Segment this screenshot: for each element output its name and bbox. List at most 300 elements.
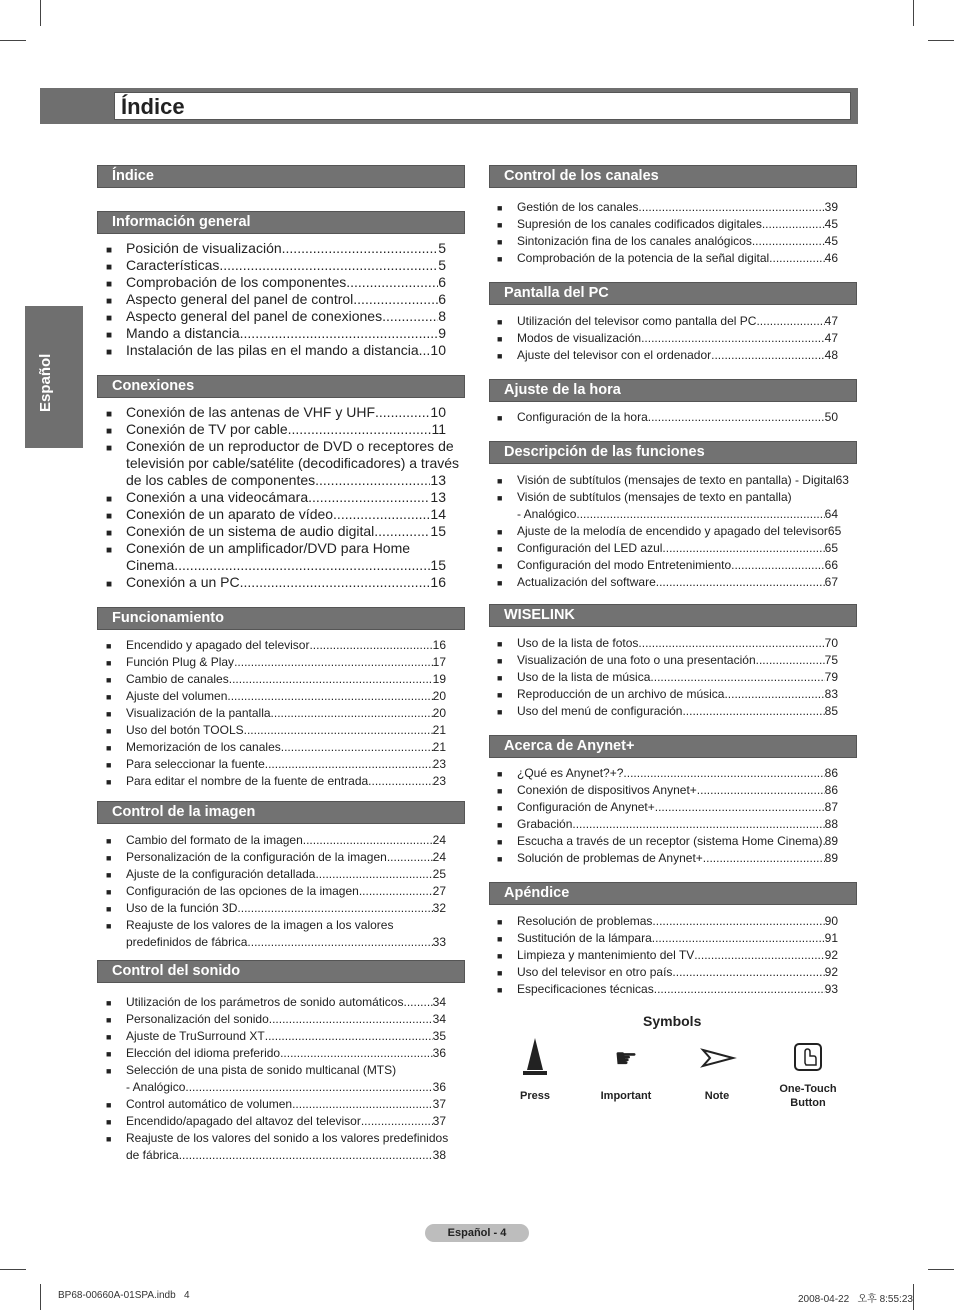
bullet-marker: ■	[106, 675, 112, 685]
toc-entry-row	[126, 849, 446, 866]
toc-entry-row	[126, 934, 446, 951]
toc-entry-title: Encendido y apagado del televisor	[126, 638, 310, 652]
toc-entry-row	[517, 635, 838, 652]
toc-entry[interactable]	[106, 1028, 446, 1045]
bullet-marker: ■	[106, 1117, 112, 1127]
bullet-marker: ■	[497, 476, 503, 486]
dot-leader	[724, 686, 824, 703]
dot-leader	[353, 291, 438, 308]
toc-entry-row	[126, 773, 446, 790]
dot-leader	[179, 1147, 433, 1164]
bullet-marker: ■	[497, 985, 503, 995]
toc-entry[interactable]	[497, 782, 838, 799]
dot-leader	[694, 947, 824, 964]
toc-entry-title: Uso de la función 3D	[126, 901, 238, 915]
section-header: Control de los canales	[489, 165, 857, 188]
bullet-marker: ■	[106, 262, 113, 273]
toc-entry-title: Visualización de la pantalla	[126, 706, 271, 720]
toc-entry[interactable]	[106, 849, 446, 866]
toc-entry-row	[517, 799, 838, 816]
toc-page-number: 92	[824, 965, 838, 979]
crop-mark	[40, 0, 41, 26]
toc-entry[interactable]	[106, 722, 446, 739]
bullet-marker: ■	[497, 968, 503, 978]
dot-leader	[387, 849, 433, 866]
dot-leader	[308, 489, 430, 506]
toc-page-number: 16	[432, 638, 446, 652]
press-icon	[495, 1036, 575, 1083]
toc-page-number: 37	[432, 1114, 446, 1128]
section-list	[106, 404, 460, 591]
toc-page-number: 8	[438, 308, 446, 324]
toc-entry-title: Grabación	[517, 817, 573, 831]
toc-entry[interactable]	[106, 671, 446, 688]
toc-entry[interactable]	[497, 233, 838, 250]
toc-entry-row	[126, 705, 446, 722]
toc-entry-row	[126, 756, 446, 773]
bullet-marker: ■	[106, 709, 112, 719]
toc-entry[interactable]	[497, 833, 838, 850]
bullet-marker: ■	[497, 803, 503, 813]
language-label: Español	[37, 353, 54, 412]
toc-page-number: 14	[430, 506, 446, 522]
toc-entry-text-line: televisión por cable/satélite (decodificadores) a través	[126, 455, 460, 471]
toc-entry[interactable]	[497, 765, 838, 782]
toc-page-number: 9	[438, 325, 446, 341]
toc-entry[interactable]	[497, 330, 838, 347]
toc-page-number: 91	[824, 931, 838, 945]
toc-page-number: 47	[824, 314, 838, 328]
page-number-pill: Español - 4	[425, 1224, 529, 1242]
toc-entry-row	[517, 669, 838, 686]
toc-entry[interactable]	[497, 472, 849, 489]
toc-entry-row	[126, 654, 446, 671]
toc-entry-row	[126, 489, 446, 506]
toc-page-number: 27	[432, 884, 446, 898]
toc-page-number: 20	[432, 706, 446, 720]
toc-entry[interactable]	[497, 216, 838, 233]
toc-page-number: 83	[824, 687, 838, 701]
bullet-marker: ■	[106, 760, 112, 770]
toc-entry[interactable]	[106, 404, 446, 421]
toc-entry-title: Características	[126, 257, 220, 273]
dot-leader	[652, 913, 824, 930]
bullet-marker: ■	[106, 1066, 112, 1076]
dot-leader	[769, 250, 824, 267]
toc-entry[interactable]	[497, 635, 838, 652]
toc-entry-title: Configuración de Anynet+	[517, 800, 655, 814]
toc-entry[interactable]	[497, 981, 838, 998]
toc-entry[interactable]	[106, 489, 446, 506]
section-list	[497, 635, 838, 720]
toc-entry[interactable]	[497, 523, 842, 540]
toc-entry-row	[126, 404, 446, 421]
toc-entry-text-line: Reajuste de los valores del sonido a los valores predefinidos	[126, 1131, 449, 1145]
dot-leader	[265, 1028, 433, 1045]
toc-entry[interactable]	[106, 325, 446, 342]
bullet-marker: ■	[497, 951, 503, 961]
dot-leader	[576, 506, 824, 523]
toc-page-number: 75	[824, 653, 838, 667]
toc-entry[interactable]	[497, 199, 838, 216]
toc-entry-title: Comprobación de la potencia de la señal digital	[517, 251, 770, 265]
dot-leader	[638, 199, 824, 216]
bullet-marker: ■	[106, 296, 113, 307]
bullet-marker: ■	[106, 998, 112, 1008]
toc-entry[interactable]	[497, 313, 838, 330]
toc-entry-row	[126, 274, 446, 291]
toc-entry-row	[126, 472, 446, 489]
toc-entry-row	[126, 523, 446, 540]
toc-page-number: 33	[432, 935, 446, 949]
bullet-marker: ■	[497, 707, 503, 717]
toc-page-number: 50	[824, 410, 838, 424]
toc-entry[interactable]	[106, 900, 446, 917]
toc-page-number: 45	[824, 234, 838, 248]
toc-entry-row	[517, 313, 838, 330]
toc-page-number: 65	[824, 541, 838, 555]
bullet-marker: ■	[497, 656, 503, 666]
toc-page-number: 16	[430, 574, 446, 590]
bullet-marker: ■	[497, 639, 503, 649]
toc-entry-row	[126, 832, 446, 849]
toc-entry-row	[126, 900, 446, 917]
section-header: WISELINK	[489, 604, 857, 627]
toc-entry[interactable]	[497, 540, 838, 557]
toc-entry-title: Conexión de dispositivos Anynet+	[517, 783, 697, 797]
section-list	[497, 913, 838, 998]
toc-entry-title: Uso del botón TOOLS	[126, 723, 244, 737]
toc-entry-row	[517, 557, 838, 574]
toc-entry[interactable]	[106, 421, 446, 438]
bullet-marker: ■	[106, 443, 113, 454]
toc-entry-row	[126, 308, 446, 325]
toc-entry[interactable]	[106, 1045, 446, 1062]
toc-page-number: 38	[432, 1148, 446, 1162]
toc-page-number: 36	[432, 1080, 446, 1094]
section-list	[497, 765, 838, 867]
toc-entry[interactable]	[106, 688, 446, 705]
bullet-marker: ■	[106, 579, 113, 590]
toc-entry-title: Cambio de canales	[126, 672, 229, 686]
toc-entry[interactable]	[106, 257, 446, 274]
toc-entry[interactable]	[497, 850, 838, 867]
section-list	[497, 313, 838, 364]
toc-entry-row	[517, 523, 842, 540]
toc-entry[interactable]	[106, 756, 446, 773]
section-header: Funcionamiento	[97, 607, 465, 630]
toc-entry[interactable]	[106, 866, 446, 883]
toc-entry-title: Configuración de la hora	[517, 410, 648, 424]
bullet-marker: ■	[497, 690, 503, 700]
toc-entry-title: Resolución de problemas	[517, 914, 653, 928]
toc-entry[interactable]	[106, 705, 446, 722]
dot-leader	[662, 540, 824, 557]
toc-entry-title: Supresión de los canales codificados digitales	[517, 217, 762, 231]
toc-entry-row	[126, 671, 446, 688]
toc-entry-title: predefinidos de fábrica	[126, 935, 248, 949]
bullet-marker: ■	[106, 658, 112, 668]
toc-entry[interactable]	[106, 506, 446, 523]
toc-entry-title: Escucha a través de un receptor (sistema Home Cinema)	[517, 834, 823, 848]
section-list	[106, 832, 446, 951]
toc-entry-title: Conexión de TV por cable	[126, 421, 288, 437]
bullet-marker: ■	[106, 545, 113, 556]
toc-entry-title: Personalización del sonido	[126, 1012, 269, 1026]
dot-leader	[303, 832, 433, 849]
toc-entry[interactable]	[497, 947, 838, 964]
toc-entry-row	[517, 833, 838, 850]
toc-entry-title: Utilización del televisor como pantalla del PC	[517, 314, 757, 328]
toc-entry-row	[126, 1028, 446, 1045]
bullet-marker: ■	[106, 904, 112, 914]
toc-entry-row	[517, 330, 838, 347]
title-box	[114, 92, 851, 120]
toc-page-number: 15	[430, 557, 446, 573]
toc-entry[interactable]	[497, 669, 838, 686]
bullet-marker: ■	[497, 203, 503, 213]
toc-entry[interactable]	[106, 1011, 446, 1028]
toc-entry-title: Gestión de los canales	[517, 200, 639, 214]
dot-leader	[648, 409, 825, 426]
toc-page-number: 48	[824, 348, 838, 362]
toc-entry-title: Conexión de un aparato de vídeo	[126, 506, 334, 522]
toc-entry[interactable]	[106, 739, 446, 756]
toc-entry[interactable]	[106, 438, 460, 489]
dot-leader	[652, 930, 825, 947]
dot-leader	[572, 816, 824, 833]
toc-entry[interactable]	[106, 240, 446, 257]
toc-entry-row	[517, 472, 849, 489]
bullet-marker: ■	[497, 769, 503, 779]
print-timestamp: 2008-04-22 오후 8:55:23	[798, 1294, 913, 1305]
dot-leader	[697, 782, 825, 799]
toc-page-number: 6	[438, 274, 446, 290]
section-header: Acerca de Anynet+	[489, 735, 857, 758]
toc-entry[interactable]	[106, 1130, 449, 1164]
file-name: BP68-00660A-01SPA.indb 4	[58, 1290, 190, 1301]
toc-entry[interactable]	[106, 773, 446, 790]
toc-entry[interactable]	[106, 274, 446, 291]
toc-entry-text-line: Visión de subtítulos (mensajes de texto en pantalla)	[517, 490, 792, 504]
bullet-marker: ■	[497, 527, 503, 537]
toc-page-number: 5	[438, 257, 446, 273]
toc-entry-title: Elección del idioma preferido	[126, 1046, 281, 1060]
toc-entry[interactable]	[106, 994, 446, 1011]
toc-page-number: 70	[824, 636, 838, 650]
toc-entry[interactable]	[106, 574, 446, 591]
dot-leader	[655, 799, 825, 816]
toc-entry[interactable]	[497, 574, 838, 591]
toc-entry[interactable]	[106, 654, 446, 671]
toc-entry[interactable]	[106, 917, 446, 951]
dot-leader	[265, 756, 433, 773]
toc-entry-text-line: Conexión de un reproductor de DVD o receptores de	[126, 438, 454, 454]
toc-page-number: 32	[432, 901, 446, 915]
dot-leader	[623, 765, 824, 782]
toc-page-number: 67	[824, 575, 838, 589]
toc-page-number: 63	[835, 473, 849, 487]
bullet-marker: ■	[497, 413, 503, 423]
toc-entry-text-line: Reajuste de los valores de la imagen a los valores	[126, 918, 394, 932]
language-side-tab	[25, 306, 83, 448]
toc-entry-row	[517, 964, 838, 981]
bullet-marker: ■	[497, 820, 503, 830]
dot-leader	[682, 703, 824, 720]
bullet-marker: ■	[497, 334, 503, 344]
toc-page-number: 45	[824, 217, 838, 231]
toc-entry[interactable]	[106, 523, 446, 540]
toc-entry-title: Solución de problemas de Anynet+	[517, 851, 703, 865]
dot-leader	[315, 866, 432, 883]
toc-entry-title: Instalación de las pilas en el mando a distancia	[126, 342, 419, 358]
toc-page-number: 23	[432, 774, 446, 788]
toc-entry-row	[517, 347, 838, 364]
bullet-marker: ■	[106, 279, 113, 290]
bullet-marker: ■	[497, 837, 503, 847]
toc-entry[interactable]	[497, 930, 838, 947]
dot-leader	[752, 233, 825, 250]
toc-page-number: 13	[430, 472, 446, 488]
toc-entry[interactable]	[497, 964, 838, 981]
dot-leader	[229, 671, 433, 688]
toc-entry[interactable]	[497, 686, 838, 703]
toc-entry[interactable]	[497, 557, 838, 574]
dot-leader	[403, 994, 432, 1011]
toc-entry-row	[126, 883, 446, 900]
toc-entry-title: Memorización de los canales	[126, 740, 281, 754]
dot-leader	[288, 421, 432, 438]
section-header: Control del sonido	[97, 960, 465, 983]
toc-entry-title: Para seleccionar la fuente	[126, 757, 265, 771]
toc-entry-title: Utilización de los parámetros de sonido automáticos	[126, 995, 404, 1009]
toc-page-number: 6	[438, 291, 446, 307]
toc-entry[interactable]	[106, 540, 446, 574]
dot-leader	[375, 404, 430, 421]
toc-entry-title: Sustitución de la lámpara	[517, 931, 652, 945]
press-label: Press	[520, 1090, 550, 1102]
toc-entry-title: Conexión de un sistema de audio digital	[126, 523, 375, 539]
dot-leader	[282, 240, 439, 257]
toc-entry-title: Modos de visualización	[517, 331, 642, 345]
toc-page-number: 17	[432, 655, 446, 669]
toc-entry-row	[517, 506, 838, 523]
toc-entry[interactable]	[106, 1062, 446, 1096]
toc-page-number: 87	[824, 800, 838, 814]
bullet-marker: ■	[106, 743, 112, 753]
toc-entry-title: Uso del menú de configuración	[517, 704, 683, 718]
toc-entry[interactable]	[106, 308, 446, 325]
dot-leader	[762, 216, 825, 233]
toc-page-number: 21	[432, 740, 446, 754]
toc-entry-title: Aspecto general del panel de control	[126, 291, 354, 307]
toc-entry[interactable]	[106, 637, 446, 654]
toc-entry-title: Ajuste del televisor con el ordenador	[517, 348, 712, 362]
toc-entry-row	[517, 574, 838, 591]
toc-entry-title: Sintonización fina de los canales analógicos	[517, 234, 752, 248]
one-touch-button-label: One-Touch Button	[779, 1083, 837, 1109]
toc-page-number: 10	[430, 404, 446, 420]
toc-entry-row	[517, 782, 838, 799]
toc-entry-row	[126, 325, 446, 342]
bullet-marker: ■	[106, 836, 112, 846]
toc-entry[interactable]	[106, 342, 446, 359]
toc-entry[interactable]	[106, 1096, 446, 1113]
toc-entry-title: de fábrica	[126, 1148, 179, 1162]
toc-entry-title: Mando a distancia	[126, 325, 240, 341]
toc-entry-row	[517, 686, 838, 703]
toc-entry[interactable]	[497, 799, 838, 816]
important-label: Important	[600, 1090, 652, 1102]
toc-entry-title: Comprobación de los componentes	[126, 274, 347, 290]
toc-entry[interactable]	[497, 347, 838, 364]
dot-leader	[346, 274, 438, 291]
section-header: Pantalla del PC	[489, 282, 857, 305]
toc-entry-title: ¿Qué es Anynet?+?	[517, 766, 624, 780]
toc-entry-row	[517, 652, 838, 669]
toc-entry-row	[517, 765, 838, 782]
page-title: Índice	[121, 94, 185, 119]
section-list	[106, 240, 446, 359]
toc-entry-title: Configuración del LED azul	[517, 541, 663, 555]
toc-entry[interactable]	[106, 1113, 446, 1130]
toc-entry-row	[126, 1011, 446, 1028]
toc-entry-row	[126, 257, 446, 274]
dot-leader	[271, 705, 433, 722]
dot-leader	[240, 325, 439, 342]
dot-leader	[247, 934, 432, 951]
toc-entry[interactable]	[106, 832, 446, 849]
dot-leader	[656, 574, 825, 591]
toc-page-number: 25	[432, 867, 446, 881]
toc-entry-row	[517, 703, 838, 720]
toc-entry-row	[126, 291, 446, 308]
toc-entry[interactable]	[497, 913, 838, 930]
toc-entry-row	[517, 913, 838, 930]
toc-entry-row	[126, 739, 446, 756]
toc-entry-title: Reproducción de un archivo de música	[517, 687, 725, 701]
toc-entry[interactable]	[497, 652, 838, 669]
bullet-marker: ■	[497, 578, 503, 588]
toc-entry-row	[126, 1147, 446, 1164]
toc-entry[interactable]	[106, 291, 446, 308]
dot-leader	[309, 637, 432, 654]
toc-entry-title: Uso del televisor en otro país	[517, 965, 673, 979]
dot-leader	[361, 1113, 433, 1130]
toc-entry-row	[126, 1113, 446, 1130]
one-touch-button-icon	[768, 1041, 848, 1078]
toc-entry-row	[126, 994, 446, 1011]
section-header: Descripción de las funciones	[489, 441, 857, 464]
toc-entry[interactable]	[497, 816, 838, 833]
toc-entry[interactable]	[497, 489, 838, 523]
dot-leader	[174, 557, 430, 574]
toc-page-number: 79	[824, 670, 838, 684]
toc-entry[interactable]	[106, 883, 446, 900]
toc-entry-title: Uso de la lista de música	[517, 670, 651, 684]
dot-leader	[756, 652, 825, 669]
symbols-title: Symbols	[643, 1013, 702, 1029]
dot-leader	[227, 688, 432, 705]
section-header: Índice	[97, 165, 465, 188]
toc-entry[interactable]	[497, 250, 838, 267]
toc-page-number: 89	[824, 851, 838, 865]
toc-entry[interactable]	[497, 409, 838, 426]
toc-page-number: 64	[824, 507, 838, 521]
dot-leader	[650, 669, 824, 686]
toc-entry[interactable]	[497, 703, 838, 720]
toc-entry-row	[517, 850, 838, 867]
